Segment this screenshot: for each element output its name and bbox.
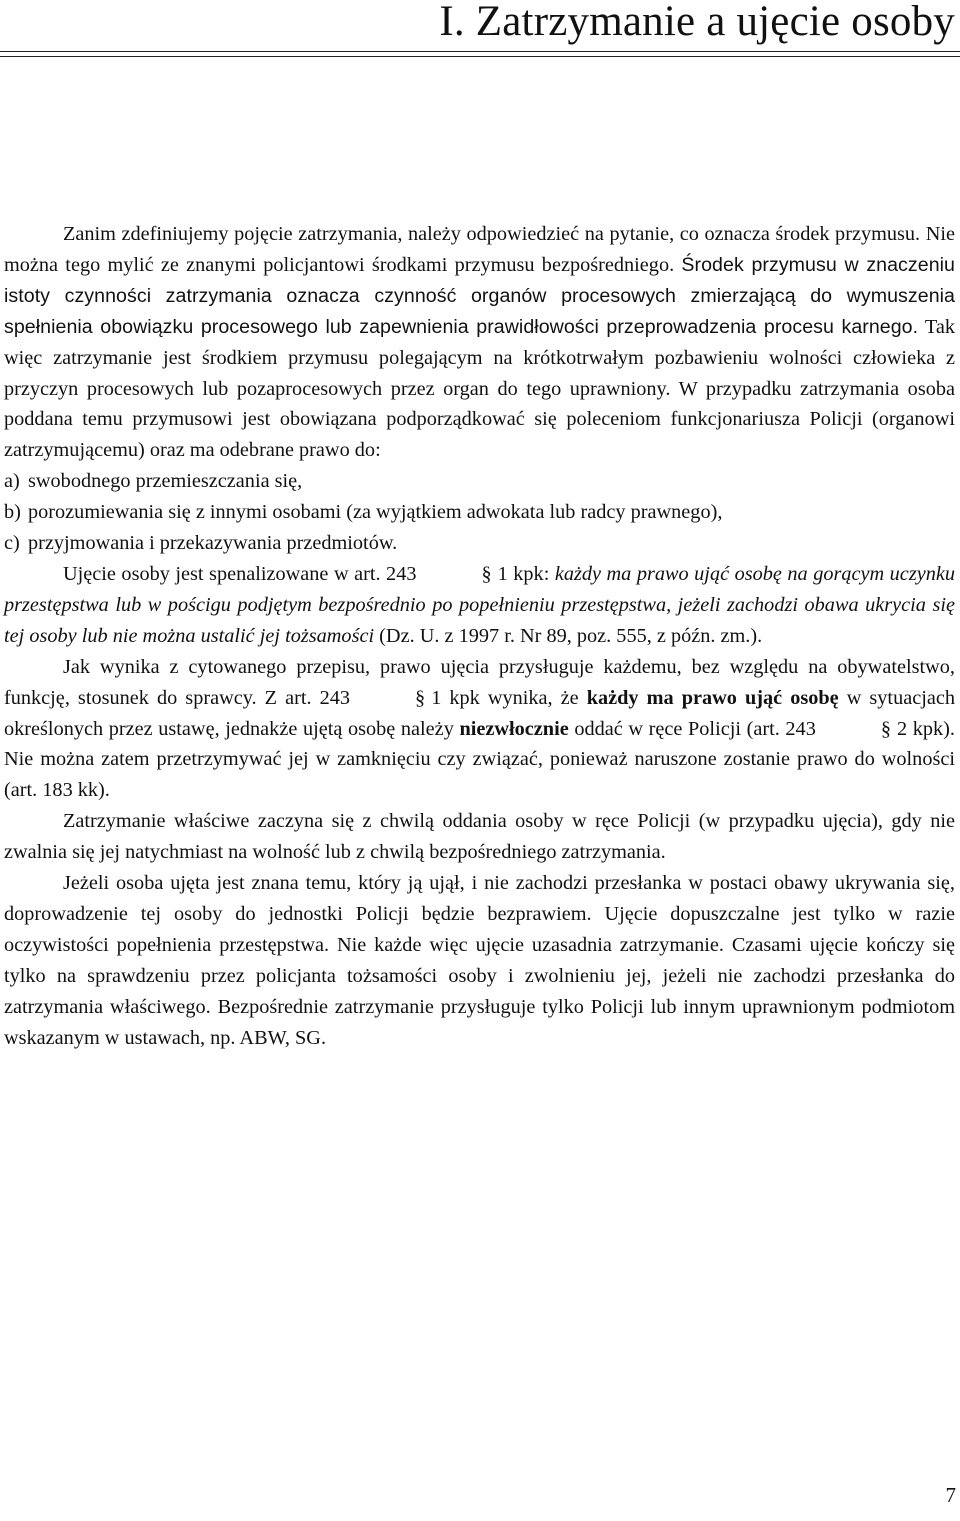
header-rule-top <box>0 51 960 52</box>
page-number: 7 <box>945 1483 956 1507</box>
paragraph-3-part-a: Jak wynika z cytowanego przepisu, prawo ujęcia przysługuje każdemu, bez względu na obywatelstwo, funkcję, stosunek do sprawcy. Z art. 243 <box>4 655 955 709</box>
paragraph-3-part-c: w sytuacjach określonych przez ustawę, jednakże ujętą osobę należy <box>4 686 955 740</box>
paragraph-2 <box>4 559 955 652</box>
list-item <box>4 466 955 497</box>
bold-phrase-everyone-may-apprehend: każdy ma prawo ująć osobę <box>586 686 839 709</box>
list-item-text: porozumiewania się z innymi osobami (za wyjątkiem adwokata lub radcy prawnego), <box>28 501 723 524</box>
rights-list <box>4 466 955 559</box>
paragraph-2-part-b: 1 kpk: <box>497 562 555 585</box>
paragraph-1-part-b: Środek przymusu w znaczeniu istoty czynności zatrzymania oznacza czynność organów procesowych zmierzającą do wymuszenia spełnienia obowiązku procesowego lub zapewnienia prawidłowości przeprowadzenia procesu karnego. <box>4 253 955 338</box>
paragraph-3 <box>4 652 955 807</box>
list-item-text: swobodnego przemieszczania się, <box>28 470 303 493</box>
paragraph-1-part-c: Tak więc zatrzymanie jest środkiem przymusu polegającym na krótkotrwałym pozbawieniu wolności człowieka z przyczyn procesowych lub pozaprocesowych przez organ do tego uprawniony. W przypadku zatrzymania osoba poddana temu przymusowi jest obowiązana podporządkować się poleceniom funkcjonariusza Policji (organowi zatrzymującemu) oraz ma odebrane prawo do: <box>4 315 955 462</box>
list-marker: c) <box>4 532 20 555</box>
paragraph-1-part-a: Zanim zdefiniujemy pojęcie zatrzymania, należy odpowiedzieć na pytanie, co oznacza środek przymusu. Nie można tego mylić ze znanymi policjantowi środkami przymusu bezpośredniego. <box>4 223 955 276</box>
list-marker: a) <box>4 470 20 493</box>
list-marker: b) <box>4 501 21 524</box>
chapter-title: I. Zatrzymanie a ujęcie osoby <box>439 0 955 45</box>
paragraph-2-part-a: Ujęcie osoby jest spenalizowane w art. 243 <box>63 562 417 585</box>
paragraph-4: Zatrzymanie właściwe zaczyna się z chwilą oddania osoby w ręce Policji (w przypadku ujęcia), gdy nie zwalnia się jej natychmiast na wolność lub z chwilą bezpośredniego zatrzymania. <box>4 810 955 864</box>
paragraph-5: Jeżeli osoba ujęta jest znana temu, który ją ujął, i nie zachodzi przesłanka w postaci obawy ukrywania się, doprowadzenie tej osoby do jednostki Policji będzie bezprawiem. Ujęcie dopuszczalne jest tylko w razie oczywistości popełnienia przestępstwa. Nie każde więc ujęcie uzasadnia zatrzymanie. Czasami ujęcie kończy się tylko na sprawdzeniu przez policjanta tożsamości osoby i zwolnieniu jej, jeżeli nie zachodzi przesłanka do zatrzymania właściwego. Bezpośrednie zatrzymanie przysługuje tylko Policji lub innym uprawnionym podmiotom wskazanym w ustawach, np. ABW, SG. <box>4 872 955 1049</box>
section-sign: § <box>880 717 891 740</box>
list-item-text: przyjmowania i przekazywania przedmiotów. <box>28 532 398 555</box>
list-item <box>4 497 955 528</box>
body-text <box>4 219 955 1053</box>
section-sign: § <box>415 686 426 709</box>
paragraph-3-part-e: 2 kpk). Nie można zatem przetrzymywać jej w zamknięciu czy związać, ponieważ naruszone zostanie prawo do wolności (art. 183 kk). <box>4 717 955 802</box>
list-item <box>4 528 955 559</box>
paragraph-3-part-b: 1 kpk wynika, że <box>431 686 587 709</box>
header-rule-bottom <box>0 56 960 57</box>
bold-word-immediately: niezwłocznie <box>459 717 569 740</box>
paragraph-2-part-c: (Dz. U. z 1997 r. Nr 89, poz. 555, z późn. zm.). <box>374 624 763 647</box>
paragraph-3-part-d: oddać w ręce Policji (art. 243 <box>568 717 816 740</box>
paragraph-1 <box>4 219 955 466</box>
section-sign: § <box>481 562 492 585</box>
chapter-header <box>0 0 960 60</box>
quoted-provision: każdy ma prawo ująć osobę na gorącym uczynku przestępstwa lub w pościgu podjętym bezpośrednio po popełnieniu przestępstwa, jeżeli zachodzi obawa ukrycia się tej osoby lub nie można ustalić jej tożsamości <box>4 562 955 647</box>
